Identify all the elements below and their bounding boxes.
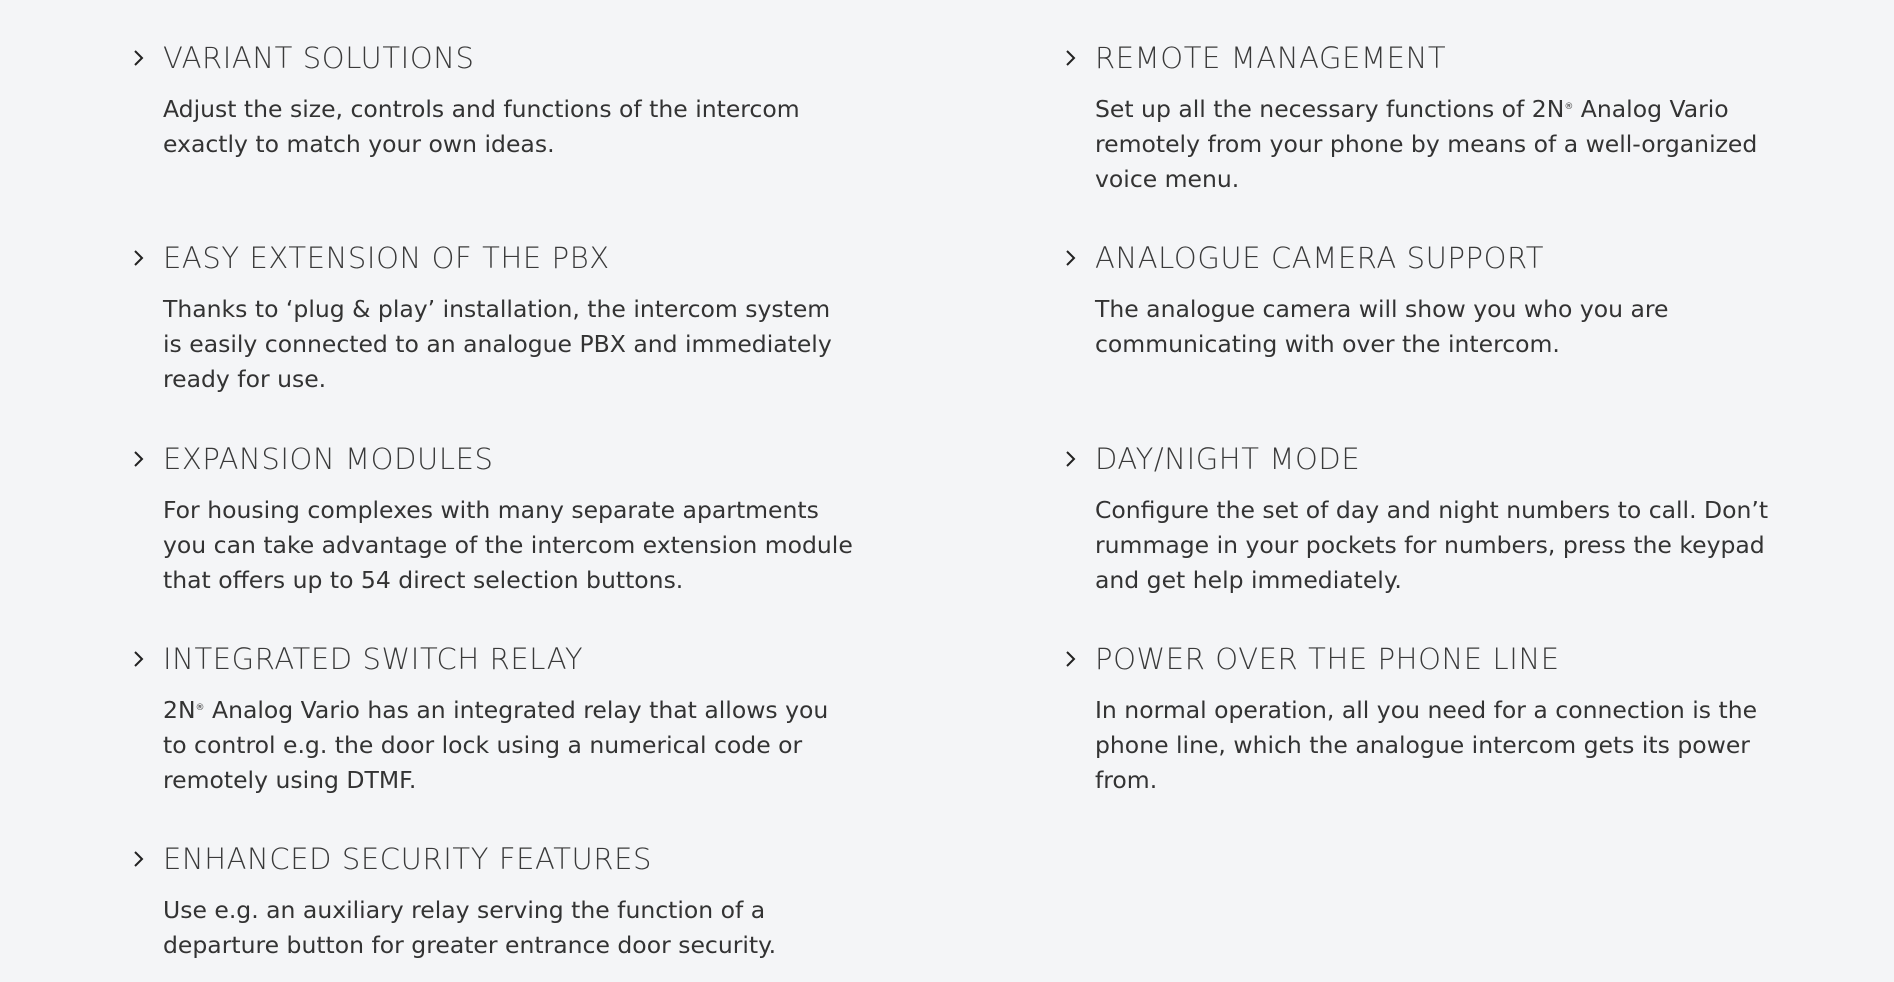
feature-header[interactable] — [1065, 38, 1785, 78]
description-part: 2N — [163, 696, 196, 724]
chevron-right-icon[interactable] — [1065, 639, 1095, 679]
chevron-right-icon[interactable] — [133, 38, 163, 78]
feature-description: The analogue camera will show you who you are communicating with over the intercom. — [1095, 295, 1669, 358]
feature-day-night-mode — [1065, 439, 1785, 598]
feature-header[interactable] — [133, 639, 853, 679]
feature-description — [1095, 92, 1785, 197]
chevron-right-icon[interactable] — [1065, 38, 1095, 78]
feature-title: REMOTE MANAGEMENT — [1095, 41, 1447, 75]
registered-mark: ® — [195, 703, 205, 713]
chevron-right-icon[interactable] — [133, 238, 163, 278]
feature-header[interactable] — [1065, 639, 1785, 679]
feature-description: In normal operation, all you need for a connection is the phone line, which the analogue intercom gets its power from. — [1095, 696, 1758, 794]
description-part: Analog Vario has an integrated relay that allows you to control e.g. the door lock using a numerical code or remotely using DTMF. — [163, 696, 829, 794]
feature-header[interactable] — [133, 839, 853, 879]
feature-description: Adjust the size, controls and functions of the intercom exactly to match your own ideas. — [163, 95, 800, 158]
feature-expansion-modules — [133, 439, 853, 598]
feature-title: INTEGRATED SWITCH RELAY — [163, 642, 584, 676]
feature-title: VARIANT SOLUTIONS — [163, 41, 475, 75]
feature-description: Use e.g. an auxiliary relay serving the function of a departure button for greater entrance door security. — [163, 896, 777, 959]
feature-variant-solutions — [133, 38, 853, 162]
feature-analogue-camera-support — [1065, 238, 1785, 362]
feature-title: EASY EXTENSION OF THE PBX — [163, 241, 610, 275]
feature-description: For housing complexes with many separate apartments you can take advantage of the intercom extension module that offers up to 54 direct selection buttons. — [163, 496, 853, 594]
feature-title: ENHANCED SECURITY FEATURES — [163, 842, 653, 876]
feature-easy-extension-pbx — [133, 238, 853, 397]
feature-description: Thanks to ‘plug & play’ installation, the intercom system is easily connected to an analogue PBX and immediately ready for use. — [163, 295, 832, 393]
feature-title: DAY/NIGHT MODE — [1095, 442, 1361, 476]
feature-title: ANALOGUE CAMERA SUPPORT — [1095, 241, 1545, 275]
feature-header[interactable] — [133, 439, 853, 479]
feature-integrated-switch-relay — [133, 639, 853, 798]
chevron-right-icon[interactable] — [1065, 238, 1095, 278]
feature-power-over-phone-line — [1065, 639, 1785, 798]
feature-header[interactable] — [1065, 439, 1785, 479]
feature-description: Configure the set of day and night numbers to call. Don’t rummage in your pockets for numbers, press the keypad and get help immediately. — [1095, 496, 1769, 594]
description-part: Analog Vario remotely from your phone by means of a well-organized voice menu. — [1095, 95, 1758, 193]
feature-description — [163, 693, 853, 798]
feature-title: EXPANSION MODULES — [163, 442, 494, 476]
feature-remote-management — [1065, 38, 1785, 197]
chevron-right-icon[interactable] — [133, 839, 163, 879]
feature-header[interactable] — [1065, 238, 1785, 278]
feature-header[interactable] — [133, 38, 853, 78]
feature-enhanced-security — [133, 839, 853, 963]
feature-title: POWER OVER THE PHONE LINE — [1095, 642, 1560, 676]
chevron-right-icon[interactable] — [1065, 439, 1095, 479]
chevron-right-icon[interactable] — [133, 439, 163, 479]
registered-mark: ® — [1564, 102, 1574, 112]
description-part: Set up all the necessary functions of 2N — [1095, 95, 1565, 123]
feature-header[interactable] — [133, 238, 853, 278]
chevron-right-icon[interactable] — [133, 639, 163, 679]
